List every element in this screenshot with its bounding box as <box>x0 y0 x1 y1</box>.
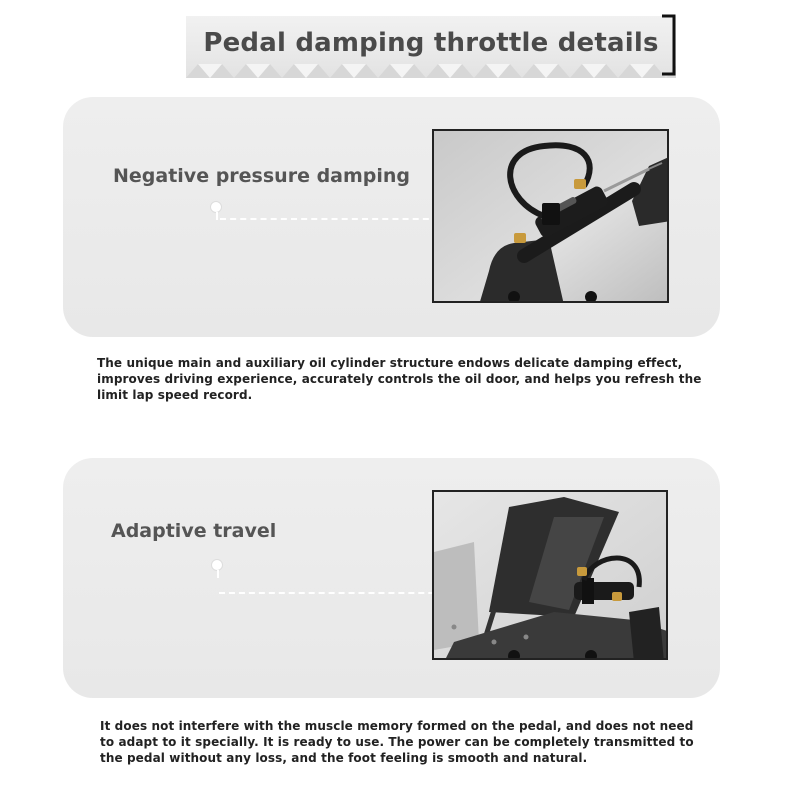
triangle-pattern <box>186 60 676 78</box>
page-title: Pedal damping throttle details <box>203 28 659 58</box>
marker-dot <box>585 291 597 303</box>
damper-illustration <box>434 131 669 303</box>
marker-dot <box>508 650 520 660</box>
feature-card-travel <box>63 458 720 698</box>
feature-card-damping <box>63 97 720 337</box>
pedal-photo <box>432 490 668 660</box>
pedal-illustration <box>434 492 668 660</box>
feature-title: Adaptive travel <box>111 520 277 542</box>
pin-icon <box>211 559 223 571</box>
bracket-icon <box>660 14 680 76</box>
feature-description: It does not interfere with the muscle memory formed on the pedal, and does not need to adapt to it specially. It is ready to use. The power can be completely transmitted to the pedal without any loss, and the foot feeling is smooth and natural. <box>100 719 694 765</box>
header-banner <box>186 16 676 78</box>
marker-dot <box>508 291 520 303</box>
pin-icon <box>210 201 222 213</box>
damper-photo <box>432 129 669 303</box>
feature-description: The unique main and auxiliary oil cylinder structure endows delicate damping effect, improves driving experience, accurately controls the oil door, and helps you refresh the limit lap speed record. <box>97 356 702 402</box>
marker-dot <box>585 650 597 660</box>
feature-title: Negative pressure damping <box>113 165 411 187</box>
